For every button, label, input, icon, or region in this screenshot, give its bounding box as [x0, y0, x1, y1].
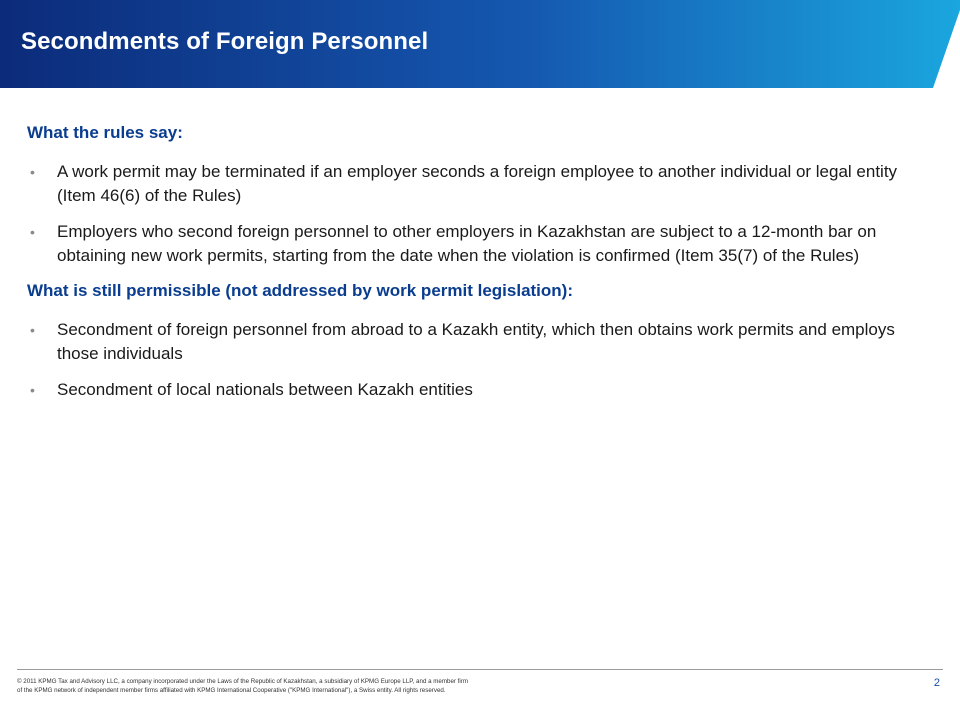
list-item — [27, 220, 927, 268]
permissible-bullet-list — [27, 318, 927, 402]
list-item — [27, 318, 927, 366]
bullet-text: Secondment of foreign personnel from abroad to a Kazakh entity, which then obtains work permits and employs those individuals — [57, 320, 895, 363]
bullet-icon: • — [30, 224, 35, 240]
footer-copyright — [17, 678, 617, 695]
page-number: 2 — [933, 677, 940, 689]
list-item — [27, 378, 927, 402]
list-item — [27, 160, 927, 208]
footer-divider — [17, 669, 943, 670]
page-title: Secondments of Foreign Personnel — [21, 28, 429, 55]
bullet-icon: • — [30, 382, 35, 398]
bullet-text: A work permit may be terminated if an employer seconds a foreign employee to another individual or legal entity (Item 46(6) of the Rules) — [57, 162, 898, 205]
header-band — [0, 0, 960, 88]
bullet-text: Employers who second foreign personnel to other employers in Kazakhstan are subject to a 12-month bar on obtaining new work permits, starting from the date when the violation is confirmed (Item 35(7) of the Rules) — [57, 222, 877, 265]
footer-copyright-line-1: © 2011 KPMG Tax and Advisory LLC, a company incorporated under the Laws of the Republic of Kazakhstan, a subsidiary of KPMG Europe LLP, and a member firm — [17, 678, 468, 685]
section-heading-permissible: What is still permissible (not addressed by work permit legislation): — [27, 281, 574, 300]
bullet-text: Secondment of local nationals between Kazakh entities — [57, 380, 473, 399]
footer-copyright-line-2: of the KPMG network of independent member firms affiliated with KPMG International Cooperative ("KPMG International"), a Swiss entity. All rights reserved. — [17, 686, 446, 694]
section-heading-rules: What the rules say: — [27, 123, 183, 142]
bullet-icon: • — [30, 164, 35, 180]
bullet-icon: • — [30, 322, 35, 338]
rules-bullet-list — [27, 160, 927, 268]
slide-content — [27, 122, 927, 414]
